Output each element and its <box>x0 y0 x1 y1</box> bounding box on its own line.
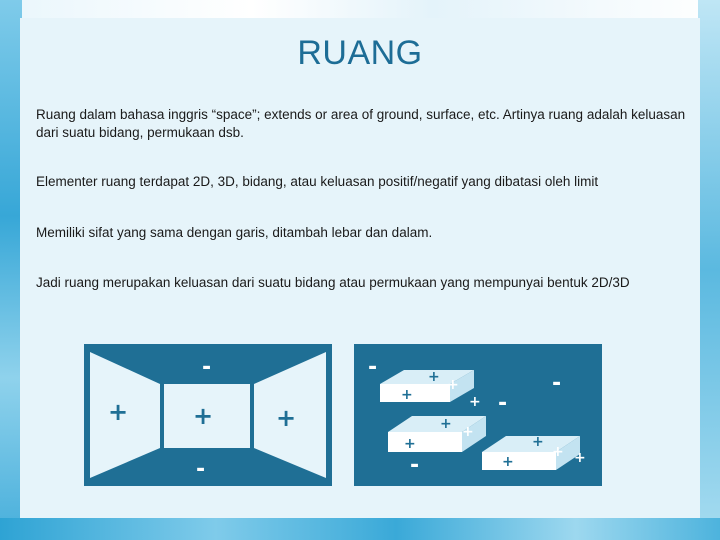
frame-left-border <box>0 0 22 540</box>
boxes-figure <box>354 344 602 486</box>
paragraph-definition: Ruang dalam bahasa inggris “space”; extends or area of ground, surface, etc. Artinya ruang adalah keluasan dari suatu bidang, permukaan dsb. <box>36 107 686 140</box>
paragraph-conclusion: Jadi ruang merupakan keluasan dari suatu bidang atau permukaan yang mempunyai bentuk 2D/3D <box>36 275 630 290</box>
positive-sign: + <box>552 444 564 460</box>
positive-sign: + <box>404 436 416 452</box>
frame-bottom-border <box>0 518 720 540</box>
positive-sign: + <box>428 369 440 385</box>
room-perspective-figure <box>84 344 332 486</box>
positive-sign: + <box>440 416 452 432</box>
slide-title: RUANG <box>297 34 423 72</box>
paragraph-properties: Memiliki sifat yang sama dengan garis, ditambah lebar dan dalam. <box>36 225 433 240</box>
room-right-sign: + <box>276 404 297 432</box>
frame-right-border <box>698 0 720 540</box>
paragraph-elements: Elementer ruang terdapat 2D, 3D, bidang, atau keluasan positif/negatif yang dibatasi oleh limit <box>36 174 599 189</box>
positive-sign: + <box>462 424 474 440</box>
room-left-sign: + <box>108 398 129 426</box>
positive-sign: + <box>401 387 413 403</box>
positive-sign: + <box>469 394 481 410</box>
positive-sign: + <box>574 450 586 466</box>
room-center-sign: + <box>193 402 214 430</box>
positive-sign: + <box>502 454 514 470</box>
boxes-background <box>354 344 602 486</box>
room-top-sign: - <box>202 355 212 380</box>
positive-sign: + <box>447 377 459 393</box>
positive-sign: + <box>532 434 544 450</box>
negative-sign: - <box>552 371 562 396</box>
negative-sign: - <box>368 355 378 380</box>
negative-sign: - <box>498 391 508 416</box>
room-bottom-sign: - <box>196 457 206 482</box>
negative-sign: - <box>410 453 420 478</box>
